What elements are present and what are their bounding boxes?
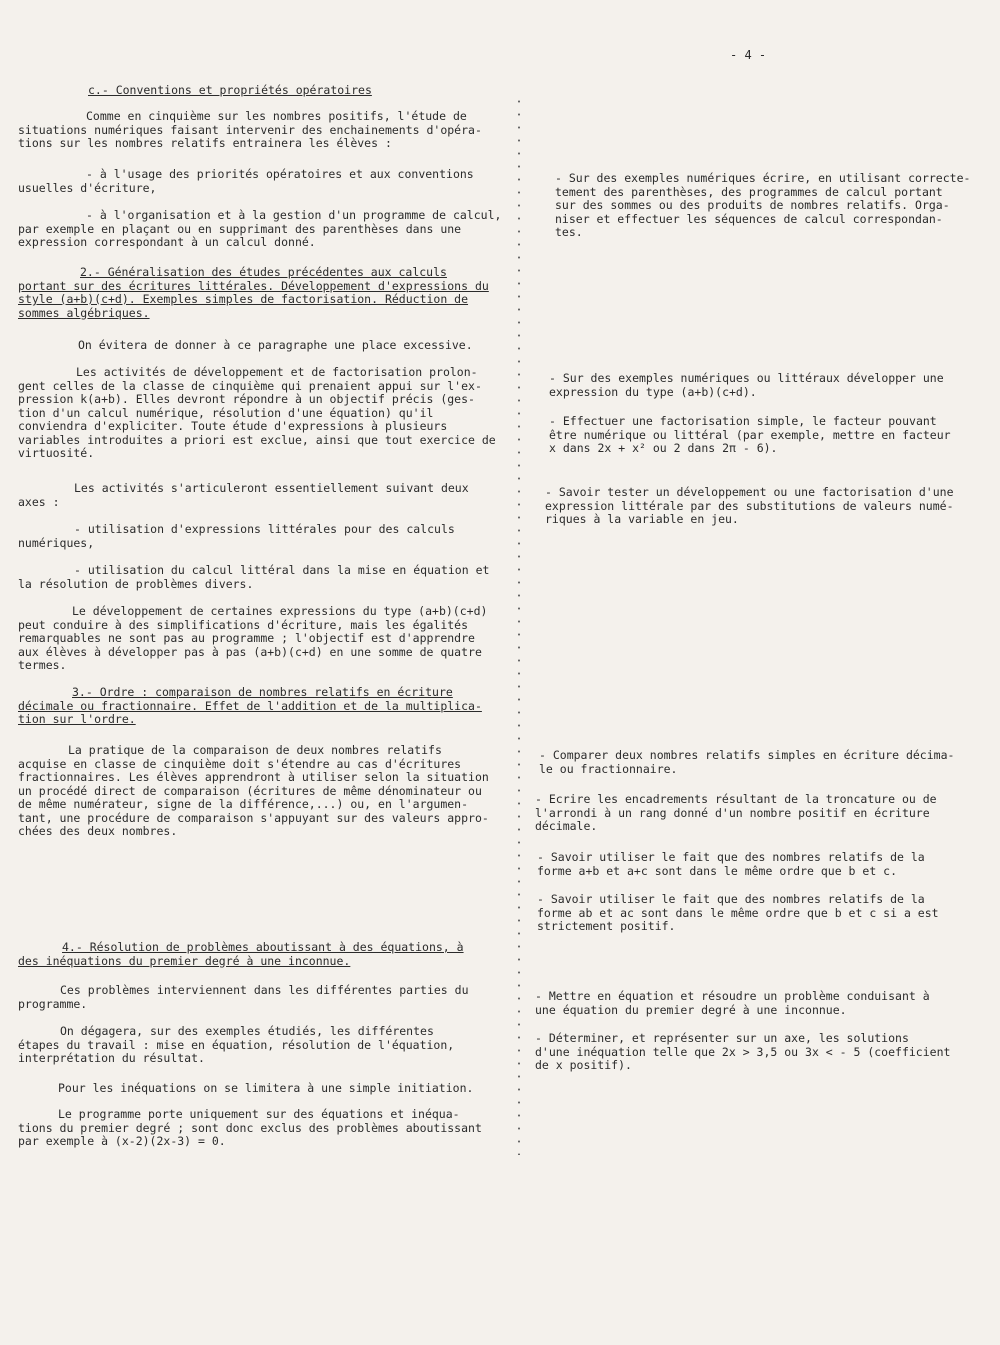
- section-3-title: 3.- Ordre : comparaison de nombres relatifs en écriture décimale ou fractionnaire. Effet de l'addition et de la multiplica- tion sur l'ordre.: [18, 685, 482, 726]
- page-number: - 4 -: [730, 48, 767, 62]
- column-separator: [516, 95, 522, 1155]
- paragraph: - utilisation d'expressions littérales pour des calculs numériques,: [18, 522, 455, 550]
- objective-item: - Savoir utiliser le fait que des nombres relatifs de la forme ab et ac sont dans le même ordre que b et c si a est strictement positif.: [537, 892, 939, 933]
- paragraph: Le développement de certaines expressions du type (a+b)(c+d) peut conduire à des simplifications d'écriture, mais les égalités remarquables ne sont pas au programme ; l'objectif est d'apprendre aux élèves à développer pas à pas (a+b)(c+d) en une somme de quatre termes.: [18, 604, 488, 672]
- objective-item: - Savoir tester un développement ou une factorisation d'une expression littérale par des substitutions de valeurs numé- riques à la variable en jeu.: [545, 485, 954, 526]
- section-c-title: c.- Conventions et propriétés opératoires: [88, 83, 372, 97]
- paragraph: Comme en cinquième sur les nombres positifs, l'étude de situations numériques faisant intervenir des enchainements d'opéra- tions sur les nombres relatifs entrainera les élèves :: [18, 109, 482, 150]
- paragraph: La pratique de la comparaison de deux nombres relatifs acquise en classe de cinquième doit s'étendre au cas d'écritures fractionnaires. Les élèves apprendront à utiliser selon la situation un procédé direct de comparaison (écritures de même dénominateur ou de même numérateur, signe de la différence,...) ou, en l'argumen- tant, une procédure de comparaison s'appuyant sur des valeurs appro- chées des deux nombres.: [18, 743, 489, 838]
- objective-item: - Sur des exemples numériques écrire, en utilisant correcte- tement des parenthèses, des programmes de calcul portant sur des sommes ou des produits de nombres relatifs. Orga- niser et effectuer les séquences de calcul correspondan- tes.: [555, 171, 971, 239]
- paragraph: Le programme porte uniquement sur des équations et inéqua- tions du premier degré ; sont donc exclus des problèmes aboutissant par exemple à (x-2)(2x-3) = 0.: [18, 1107, 482, 1148]
- paragraph: - à l'organisation et à la gestion d'un programme de calcul, par exemple en plaçant ou en supprimant des parenthèses dans une expression correspondant à un calcul donné.: [18, 208, 502, 249]
- paragraph: - à l'usage des priorités opératoires et aux conventions usuelles d'écriture,: [18, 167, 474, 195]
- section-4-title: 4.- Résolution de problèmes aboutissant à des équations, à des inéquations du premier degré à une inconnue.: [18, 940, 464, 968]
- paragraph: - utilisation du calcul littéral dans la mise en équation et la résolution de problèmes divers.: [18, 563, 490, 591]
- objective-item: - Sur des exemples numériques ou littéraux développer une expression du type (a+b)(c+d).: [549, 371, 944, 399]
- objective-item: - Déterminer, et représenter sur un axe, les solutions d'une inéquation telle que 2x > 3,5 ou 3x < - 5 (coefficient de x positif).: [535, 1031, 951, 1072]
- objective-item: - Comparer deux nombres relatifs simples en écriture décima- le ou fractionnaire.: [539, 748, 955, 776]
- paragraph: Pour les inéquations on se limitera à une simple initiation.: [58, 1081, 474, 1095]
- objective-item: - Ecrire les encadrements résultant de la troncature ou de l'arrondi à un rang donné d'un nombre positif en écriture décimale.: [535, 792, 937, 833]
- paragraph: Les activités de développement et de factorisation prolon- gent celles de la classe de cinquième qui prenaient appui sur l'ex- pression k(a+b). Elles devront répondre à un objectif précis (ges- tion d'un calcul numérique, résolution d'une équation) qu'il conviendra d'expliciter. Toute étude d'expressions à plusieurs variables introduites a priori est exclue, ainsi que tout exercice de virtuosité.: [18, 365, 496, 460]
- objective-item: - Effectuer une factorisation simple, le facteur pouvant être numérique ou littéral (par exemple, mettre en facteur x dans 2x + x² ou 2 dans 2π - 6).: [549, 414, 951, 455]
- section-2-title: 2.- Généralisation des études précédentes aux calculs portant sur des écritures littérales. Développement d'expressions du style (a+b)(c+d). Exemples simples de factorisation. Réduction de sommes algébriques.: [18, 265, 489, 320]
- objective-item: - Mettre en équation et résoudre un problème conduisant à une équation du premier degré à une inconnue.: [535, 989, 930, 1017]
- paragraph: On évitera de donner à ce paragraphe une place excessive.: [78, 338, 473, 352]
- paragraph: Ces problèmes interviennent dans les différentes parties du programme.: [18, 983, 469, 1011]
- paragraph: Les activités s'articuleront essentiellement suivant deux axes :: [18, 481, 469, 509]
- paragraph: On dégagera, sur des exemples étudiés, les différentes étapes du travail : mise en équation, résolution de l'équation, interprétation du résultat.: [18, 1024, 455, 1065]
- objective-item: - Savoir utiliser le fait que des nombres relatifs de la forme a+b et a+c sont dans le même ordre que b et c.: [537, 850, 925, 878]
